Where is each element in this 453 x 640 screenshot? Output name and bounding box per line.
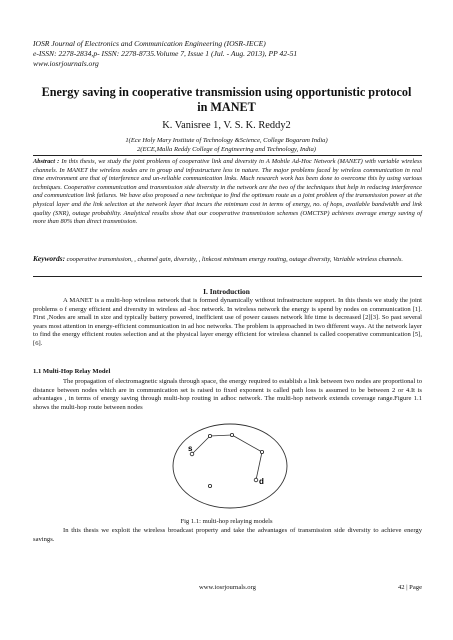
idle-node [208, 484, 211, 487]
section-heading-introduction: I. Introduction [203, 287, 250, 296]
abstract-bottom-rule [33, 276, 422, 277]
hop-link-2 [210, 435, 232, 436]
subsection-heading-multihop: 1.1 Multi-Hop Relay Model [33, 368, 111, 375]
page-number: 42 | Page [397, 584, 422, 591]
relay-node-1 [208, 434, 211, 437]
multihop-paragraph [33, 378, 422, 412]
figure-caption: Fig 1.1: multi-hop relaying models [180, 518, 273, 525]
hop-link-3 [232, 435, 262, 452]
journal-issn: e-ISSN: 2278-2834,p- ISSN: 2278-8735.Volume 7, Issue 1 (Jul. - Aug. 2013), PP 42-51 [33, 49, 298, 58]
intro-paragraph [33, 297, 422, 349]
authors: K. Vanisree 1, V. S. K. Reddy2 [162, 120, 291, 131]
journal-name: IOSR Journal of Electronics and Communication Engineering (IOSR-JECE) [33, 39, 266, 48]
hop-link-1 [192, 436, 210, 454]
keywords-label: Keywords: [33, 254, 66, 263]
keywords-text: cooperative transmission, , channel gain, diversity, , linkcost minimum energy routing, outage diversity, Variable wireless channels. [66, 256, 403, 263]
journal-header [33, 39, 297, 69]
abstract-label: Abstract : [33, 158, 60, 165]
multihop-figure [170, 420, 290, 512]
label-s: s [188, 444, 193, 453]
multihop-text: The propagation of electromagnetic signals through space, the energy required to establish a link between two nodes are proportional to distance between nodes which are in communication set is raised to fixed exponent is called path loss is assumed to be between 2 or 4.It is advantages , in terms of energy saving through multi-hop routing in adhoc network. The multi-hop network extends coverage range.Figure 1.1 shows the multi-hop route between nodes [33, 378, 422, 411]
affiliation-1: 1(Ece Holy Mary Institute of Technology &Science, College Bogaram India) [125, 137, 328, 144]
coverage-ellipse [173, 424, 287, 508]
relay-node-2 [230, 433, 233, 436]
closing-paragraph [33, 527, 422, 544]
journal-url: www.iosrjournals.org [33, 59, 99, 68]
closing-text: In this thesis we exploit the wireless broadcast property and take the advantages of transmission side diversity to achieve energy savings. [33, 527, 422, 543]
abstract [33, 158, 422, 227]
abstract-top-rule [33, 155, 422, 156]
destination-node [254, 478, 258, 482]
label-d: d [259, 477, 264, 486]
relay-node-3 [260, 450, 263, 453]
abstract-text: In this thesis, we study the joint problems of cooperative link and diversity in A Mobile Ad-Hoc Network (MANET) with variable wireless channels. In MANET the wireless nodes are in group and infrastructure less in nature. The major problems faced by wireless communication in real time environment are that of interference and un-reliable communication links. Much research work has been done to overcome this by using various techniques. Cooperative communication and transmission side diversity in the network are the two of the techniques that help in reducing interference and communication link failures. We have also proposed a new technique to find the optimum route as a joint problem of the transmission power at the physical layer and the link selection at the network layer that incurs the minimum cost in terms of energy, no. of hops, available bandwidth and link quality (SNR), outage probability. Analytical results show that our cooperative transmission schemes (OMCTSP) achieves average energy saving of more than 80% than direct transmission. [33, 158, 422, 226]
footer-url: www.iosrjournals.org [199, 584, 256, 591]
affiliation-2: 2(ECE,Malla Reddy College of Engineering and Technology, India) [136, 146, 317, 153]
keywords [33, 255, 422, 265]
hop-link-4 [256, 452, 262, 480]
paper-title: Energy saving in cooperative transmission using opportunistic protocol in MANET [41, 85, 412, 114]
intro-text: A MANET is a multi-hop wireless network that is formed dynamically without infrastructure support. In this thesis we study the joint problems o f energy efficient and diversity in wireless ad -hoc network. In wireless network the energy is spend by nodes on communication [1]. First ,Nodes are small in size and typically battery powered, inefficient use of power causes network life time is decreased [2][3]. So past several years most attention in energy-efficient communication in ad hoc networks. The problem is approached in two different ways. At the network layer to find the energy efficient routes selection and at the physical layer energy efficient for wireless channel is called cooperative communication [5],[6]. [33, 297, 422, 347]
